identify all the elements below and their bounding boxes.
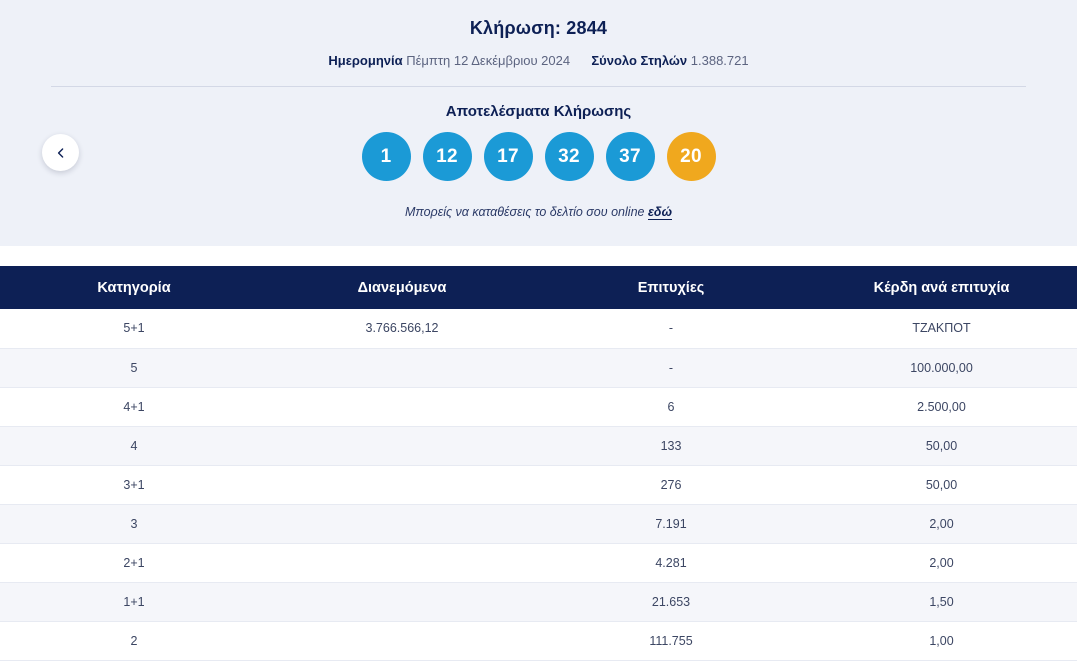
cell-per-winner: 2.500,00 (806, 387, 1077, 426)
cell-winners: 7.191 (536, 504, 806, 543)
prize-breakdown-section (0, 266, 1077, 661)
number-ball: 32 (545, 132, 594, 181)
cell-winners: 4.281 (536, 543, 806, 582)
cell-category: 1+1 (0, 582, 268, 621)
table-row (0, 582, 1077, 621)
cell-distributed (268, 426, 536, 465)
table-body (0, 309, 1077, 660)
number-ball: 17 (484, 132, 533, 181)
cell-per-winner: ΤΖΑΚΠΟΤ (806, 309, 1077, 348)
results-heading: Αποτελέσματα Κλήρωσης (445, 103, 632, 120)
table-row (0, 309, 1077, 348)
column-header-category: Κατηγορία (0, 266, 268, 309)
table-header (0, 266, 1077, 309)
cell-winners: - (536, 348, 806, 387)
draw-hero-panel (0, 0, 1077, 246)
columns-label: Σύνολο Στηλών (591, 53, 688, 68)
cell-distributed (268, 621, 536, 660)
date-label: Ημερομηνία (328, 53, 403, 68)
cell-per-winner: 1,50 (806, 582, 1077, 621)
columns-value: 1.388.721 (690, 53, 749, 68)
cell-winners: - (536, 309, 806, 348)
table-row (0, 387, 1077, 426)
cell-category: 4+1 (0, 387, 268, 426)
column-header-per-winner: Κέρδη ανά επιτυχία (806, 266, 1077, 309)
bonus-number-ball: 20 (667, 132, 716, 181)
table-row (0, 465, 1077, 504)
cell-category: 4 (0, 426, 268, 465)
table-header-row (0, 266, 1077, 309)
cell-category: 2+1 (0, 543, 268, 582)
previous-draw-button[interactable] (42, 134, 79, 171)
page-title: Κλήρωση: 2844 (469, 18, 608, 38)
cell-distributed: 3.766.566,12 (268, 309, 536, 348)
number-ball: 1 (362, 132, 411, 181)
cell-winners: 276 (536, 465, 806, 504)
online-submit-hint (0, 205, 1077, 219)
cell-distributed (268, 582, 536, 621)
cell-category: 3 (0, 504, 268, 543)
cell-distributed (268, 348, 536, 387)
cell-distributed (268, 465, 536, 504)
cell-distributed (268, 543, 536, 582)
cell-category: 2 (0, 621, 268, 660)
table-row (0, 426, 1077, 465)
number-ball: 12 (423, 132, 472, 181)
cell-per-winner: 1,00 (806, 621, 1077, 660)
cell-winners: 133 (536, 426, 806, 465)
cell-per-winner: 50,00 (806, 465, 1077, 504)
cell-winners: 6 (536, 387, 806, 426)
table-row (0, 504, 1077, 543)
chevron-left-icon (54, 146, 68, 160)
cell-category: 5+1 (0, 309, 268, 348)
cell-distributed (268, 504, 536, 543)
online-submit-link[interactable]: εδώ (647, 205, 672, 219)
cell-distributed (268, 387, 536, 426)
winning-numbers (0, 132, 1077, 181)
cell-per-winner: 100.000,00 (806, 348, 1077, 387)
draw-meta (0, 53, 1077, 68)
divider (51, 86, 1026, 87)
table-row (0, 621, 1077, 660)
cell-category: 3+1 (0, 465, 268, 504)
table-row (0, 543, 1077, 582)
cell-winners: 21.653 (536, 582, 806, 621)
cell-winners: 111.755 (536, 621, 806, 660)
cell-per-winner: 2,00 (806, 504, 1077, 543)
column-header-distributed: Διανεμόμενα (268, 266, 536, 309)
cell-per-winner: 50,00 (806, 426, 1077, 465)
cell-per-winner: 2,00 (806, 543, 1077, 582)
date-value: Πέμπτη 12 Δεκέμβριου 2024 (406, 53, 571, 68)
column-header-winners: Επιτυχίες (536, 266, 806, 309)
cell-category: 5 (0, 348, 268, 387)
number-ball: 37 (606, 132, 655, 181)
table-row (0, 348, 1077, 387)
prize-table (0, 266, 1077, 661)
hint-text: Μπορείς να καταθέσεις το δελτίο σου online (405, 205, 648, 219)
